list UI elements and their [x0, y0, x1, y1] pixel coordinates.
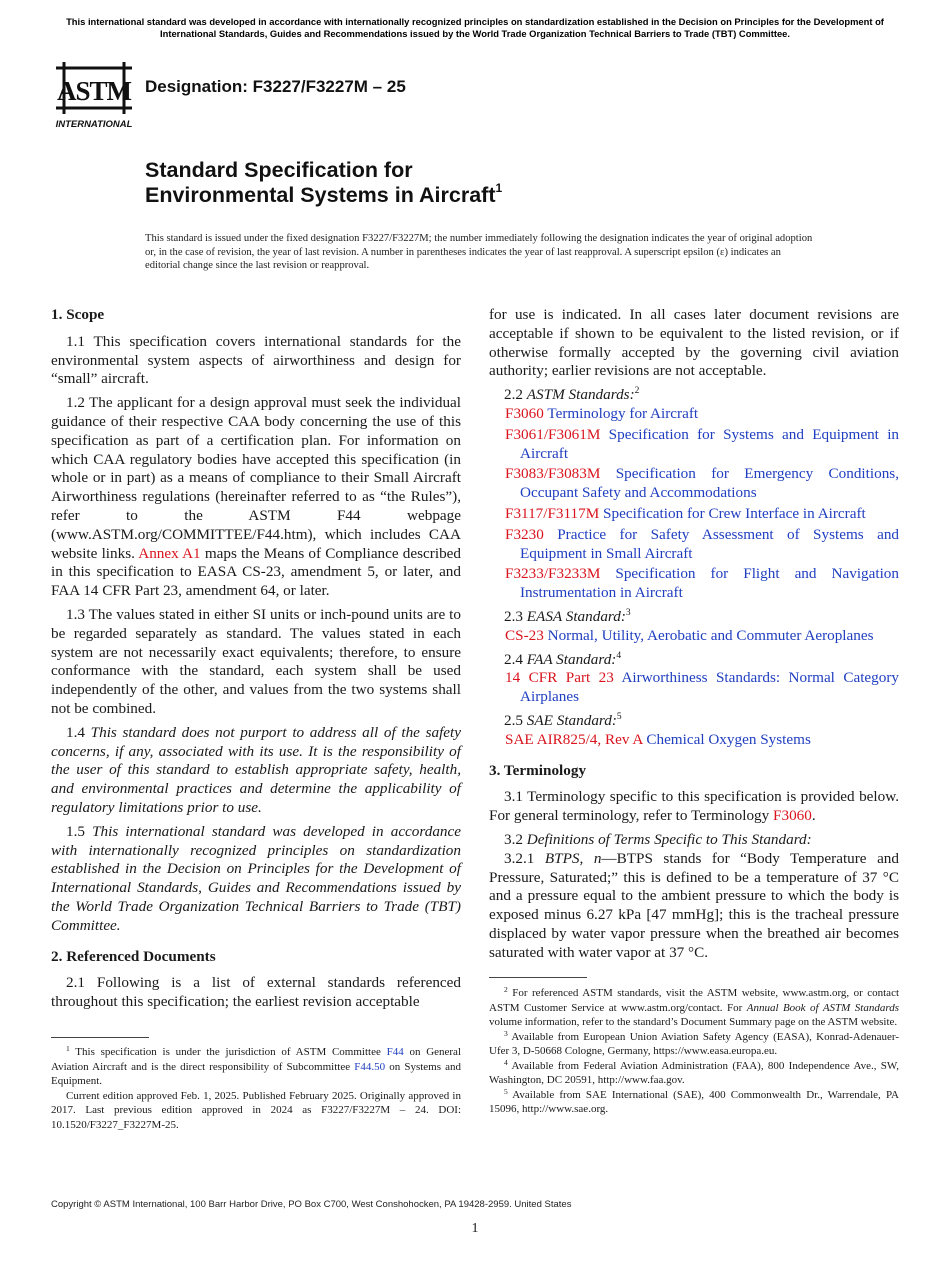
- ref-item[interactable]: F3117/F3117M Specification for Crew Interface in Aircraft: [505, 504, 866, 522]
- para-1-5: 1.5 This international standard was developed in accordance with internationally recognized principles on standardization established in the Decision on Principles for the Development of International Standards, Guides and Recommendations issued by the World Trade Organization Technical Barriers to Trade (TBT) Committee.: [51, 822, 462, 934]
- footnote-3: $^3$ Available from European Union Aviation Safety Agency (EASA), Konrad-Adenauer-Ufer 3, D-50668 Cologne, Germany, https://www.easa.europa.eu.: [489, 1028, 899, 1057]
- para-2-1-start: 2.1 Following is a list of external standards referenced throughout this specification; the earliest revision acceptable: [51, 974, 461, 1011]
- para-3-2: 3.2 Definitions of Terms Specific to This Standard:: [504, 830, 812, 848]
- page-number: 1: [471, 1221, 479, 1236]
- f3060-link[interactable]: F3060: [773, 807, 812, 825]
- para-1-2: 1.2 The applicant for a design approval must seek the individual guidance of their respective CAA body concerning the use of this specification as part of a certification plan. For information on which CAA regulatory bodies have accepted this specification (in whole or in part) as a means of compliance to their Small Aircraft Airworthiness regulations (hereinafter referred to as “the Rules”), refer to the ASTM F44 webpage (www.ASTM.org/COMMITTEE/F44.htm), which includes CAA website links. Annex A1 maps the Means of Compliance described in this specification to EASA CS-23, amendment 5, or later, and FAA 14 CFR Part 23, amendment 64, or later.: [51, 394, 461, 600]
- astm-logo: [52, 56, 136, 132]
- designation: Designation: F3227/F3227M – 25: [145, 77, 406, 96]
- section-2-heading: 2. Referenced Documents: [51, 947, 216, 965]
- section-1-heading: 1. Scope: [51, 306, 105, 323]
- page-title: [145, 158, 502, 208]
- footnotes-left: [51, 1045, 461, 1132]
- section-3-heading: 3. Terminology: [489, 761, 587, 779]
- tbt-notice: This international standard was developed in accordance with internationally recognized principles on standardization established in the Decision on Principles for the Development of International Standards, Guides and Recommendations issued by the World Trade Organization Technical Barriers to Trade (TBT) Committee.: [66, 16, 884, 39]
- para-1-1: 1.1 This specification covers international standards for the environmental system aspects of airworthiness and design for “small” aircraft.: [51, 332, 461, 388]
- ref-item[interactable]: F3061/F3061M Specification for Systems and Equipment in Aircraft: [505, 425, 900, 462]
- ref-item[interactable]: F3233/F3233M Specification for Flight and Navigation Instrumentation in Aircraft: [505, 565, 899, 602]
- issued-statement: This standard is issued under the fixed designation F3227/F3227M; the number immediately following the designation indicates the year of original adoption or, in the case of revision, the year of last revision. A number in parentheses indicates the year of last reapproval. A superscript epsilon (ε) indicates an editorial change since the last revision or reapproval.: [145, 233, 813, 271]
- para-1-3: 1.3 The values stated in either SI units or inch-pound units are to be regarded separately as standard. The values stated in each system are not necessarily exact equivalents; therefore, to ensure conformance with the standard, each system shall be used independently of the other, and values from the two systems shall not be combined.: [51, 605, 461, 717]
- title-line-1: Standard Specification for: [145, 158, 413, 182]
- f44-link[interactable]: F44: [386, 1046, 404, 1058]
- footnote-5: $^5$ Available from SAE International (SAE), 400 Commonwealth Dr., Warrendale, PA 15096, http://www.sae.org.: [489, 1086, 899, 1115]
- astm-logo-main: ASTM: [56, 76, 132, 106]
- footnote-1-edition: Current edition approved Feb. 1, 2025. Published February 2025. Originally approved in 2017. Last previous edition approved in 2024 as F3227/F3227M – 24. DOI: 10.1520/F3227_F3227M-25.: [51, 1089, 461, 1131]
- footnote-1: $^1$ This specification is under the jurisdiction of ASTM Committee F44 on General Aviation Aircraft and is the direct responsibility of Subcommittee F44.50 on Systems and Equipment.: [51, 1044, 462, 1087]
- footnotes-right: [489, 986, 899, 1117]
- subhead-2-4: 2.4 FAA Standard:$^4$: [504, 650, 622, 668]
- ref-item[interactable]: F3060 Terminology for Aircraft: [505, 404, 699, 422]
- footnote-2: $^2$ For referenced ASTM standards, visit the ASTM website, www.astm.org, or contact ASTM Customer Service at www.astm.org/contact. For Annual Book of ASTM Standards volume information, refer to the standard’s Document Summary page on the ASTM website.: [489, 985, 900, 1028]
- para-1-4: 1.4 This standard does not purport to address all of the safety concerns, if any, associated with its use. It is the responsibility of the user of this standard to establish appropriate safety, health, and environmental practices and determine the applicability of regulatory limitations prior to use.: [51, 723, 462, 816]
- ref-item-easa[interactable]: CS-23 Normal, Utility, Aerobatic and Commuter Aeroplanes: [505, 626, 874, 644]
- subhead-2-5: 2.5 SAE Standard:$^5$: [504, 711, 622, 729]
- footnote-rule-right: [489, 977, 587, 978]
- footnote-4: $^4$ Available from Federal Aviation Administration (FAA), 800 Independence Ave., SW, Washington, DC 20591, http://www.faa.gov.: [489, 1057, 899, 1086]
- para-3-1: 3.1 Terminology specific to this specification is provided below. For general terminology, refer to Terminology F3060.: [489, 788, 899, 825]
- title-line-2: Environmental Systems in Aircraft: [145, 183, 496, 207]
- right-column: [489, 306, 899, 963]
- ref-item[interactable]: F3230 Practice for Safety Assessment of Systems and Equipment in Small Aircraft: [505, 525, 900, 562]
- left-column: [51, 306, 461, 1012]
- f44-50-link[interactable]: F44.50: [354, 1060, 386, 1073]
- title-footnote-ref[interactable]: 1: [495, 181, 503, 195]
- footnote-rule-left: [51, 1037, 149, 1038]
- para-3-2-1: 3.2.1 BTPS, n—BTPS stands for “Body Temperature and Pressure, Saturated;” this is defined to be a temperature of 37 °C and a pressure equal to the ambient pressure to which the body is exposed minus 6.27 kPa [47 mmHg]; this is the tracheal pressure displaced by water vapor pressure when the breathed air becomes saturated with water vapor at 37 °C.: [489, 849, 899, 961]
- subhead-2-2: 2.2 ASTM Standards:$^2$: [504, 386, 640, 404]
- astm-logo-sub: INTERNATIONAL: [55, 119, 133, 130]
- ref-item-faa[interactable]: 14 CFR Part 23 Airworthiness Standards: Normal Category Airplanes: [505, 669, 900, 706]
- ref-item[interactable]: F3083/F3083M Specification for Emergency Conditions, Occupant Safety and Accommodations: [505, 465, 899, 502]
- subhead-2-3: 2.3 EASA Standard:$^3$: [504, 607, 631, 625]
- copyright: Copyright © ASTM International, 100 Barr Harbor Drive, PO Box C700, West Conshohocken, PA 19428-2959. United States: [51, 1199, 572, 1210]
- ref-item-sae[interactable]: SAE AIR825/4, Rev A Chemical Oxygen Systems: [505, 730, 811, 748]
- annex-a1-link[interactable]: Annex A1: [138, 544, 201, 562]
- para-2-1-cont: for use is indicated. In all cases later document revisions are acceptable if shown to be equivalent to the listed revision, or if otherwise formally accepted by the governing civil aviation authority; earlier revisions are not acceptable.: [489, 306, 899, 380]
